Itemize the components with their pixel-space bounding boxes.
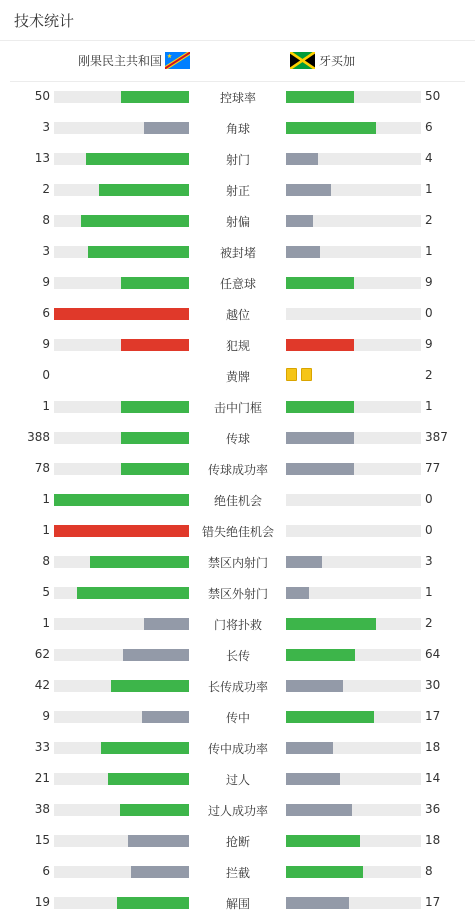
home-value: 3 (42, 244, 50, 258)
stat-row (0, 143, 475, 174)
stat-label: 过人 (225, 773, 250, 787)
away-value: 64 (425, 647, 441, 661)
home-bar-fill (86, 153, 189, 165)
away-value: 9 (425, 337, 433, 351)
away-bar-track (286, 432, 421, 444)
home-bar-track (54, 246, 189, 258)
home-bar-track (54, 835, 189, 847)
stat-label: 射正 (225, 184, 250, 198)
away-value: 1 (425, 244, 433, 258)
away-bar-track (286, 556, 421, 568)
stat-label: 传球 (225, 432, 250, 446)
stat-label: 被封堵 (219, 246, 256, 260)
home-bar-track (54, 308, 189, 320)
stat-label: 传球成功率 (207, 463, 268, 477)
home-bar-track (54, 680, 189, 692)
home-value: 8 (42, 554, 50, 568)
away-bar-track (286, 742, 421, 754)
stat-label: 过人成功率 (207, 804, 268, 818)
home-value: 38 (34, 802, 50, 816)
stat-row (0, 174, 475, 205)
home-bar-track (54, 556, 189, 568)
stat-label: 长传 (225, 649, 250, 663)
away-value: 1 (425, 399, 433, 413)
away-bar-fill (286, 401, 354, 413)
home-bar-track (54, 897, 189, 909)
home-value: 33 (34, 740, 50, 754)
away-value: 9 (425, 275, 433, 289)
home-bar-fill (99, 184, 189, 196)
away-bar-track (286, 153, 421, 165)
home-value: 0 (42, 368, 50, 382)
stat-row (0, 732, 475, 763)
home-bar-track (54, 711, 189, 723)
home-value: 6 (42, 864, 50, 878)
away-value: 4 (425, 151, 433, 165)
home-value: 78 (34, 461, 50, 475)
away-value: 2 (425, 368, 433, 382)
stat-row (0, 577, 475, 608)
stat-label: 射门 (225, 153, 250, 167)
away-value: 30 (425, 678, 441, 692)
home-bar-fill (121, 339, 189, 351)
home-value: 1 (42, 492, 50, 506)
away-value: 0 (425, 523, 433, 537)
stat-row (0, 267, 475, 298)
home-bar-track (54, 804, 189, 816)
away-bar-track (286, 525, 421, 537)
home-bar-track (54, 277, 189, 289)
home-bar-fill (144, 618, 189, 630)
home-bar-fill (111, 680, 189, 692)
home-bar-track (54, 525, 189, 537)
stat-label: 长传成功率 (207, 680, 268, 694)
stat-row (0, 391, 475, 422)
home-bar-fill (131, 866, 189, 878)
stat-row (0, 639, 475, 670)
stat-row (0, 112, 475, 143)
stat-label: 击中门框 (213, 401, 262, 415)
stat-row (0, 81, 475, 112)
away-value: 0 (425, 306, 433, 320)
away-bar-track (286, 339, 421, 351)
home-bar-fill (54, 308, 189, 320)
away-value: 6 (425, 120, 433, 134)
home-bar-fill (121, 401, 189, 413)
dr-congo-flag-icon (165, 52, 190, 69)
stat-row (0, 360, 475, 391)
stat-label: 黄牌 (225, 370, 250, 384)
away-bar-fill (286, 184, 331, 196)
stat-row (0, 515, 475, 546)
away-bar-track (286, 215, 421, 227)
home-value: 388 (27, 430, 50, 444)
away-yellow-cards (286, 368, 312, 381)
stat-row (0, 856, 475, 887)
away-value: 2 (425, 213, 433, 227)
stat-label: 控球率 (219, 91, 256, 105)
stat-label: 传中成功率 (207, 742, 268, 756)
home-team-name: 刚果民主共和国 (78, 54, 163, 68)
stat-label: 角球 (225, 122, 250, 136)
home-value: 3 (42, 120, 50, 134)
away-value: 77 (425, 461, 441, 475)
page-title: 技术统计 (14, 12, 75, 30)
away-value: 17 (425, 895, 441, 909)
home-bar-fill (144, 122, 189, 134)
stat-row (0, 546, 475, 577)
away-value: 14 (425, 771, 441, 785)
away-bar-track (286, 122, 421, 134)
home-value: 8 (42, 213, 50, 227)
away-bar-fill (286, 215, 313, 227)
stat-label: 犯规 (225, 339, 250, 353)
away-value: 3 (425, 554, 433, 568)
away-bar-track (286, 494, 421, 506)
home-value: 9 (42, 337, 50, 351)
home-bar-track (54, 494, 189, 506)
home-value: 13 (34, 151, 50, 165)
home-bar-track (54, 587, 189, 599)
away-value: 2 (425, 616, 433, 630)
home-bar-fill (88, 246, 189, 258)
away-bar-track (286, 897, 421, 909)
home-bar-fill (121, 463, 189, 475)
away-bar-fill (286, 649, 355, 661)
home-bar-track (54, 122, 189, 134)
teams-header (10, 41, 465, 82)
away-value: 18 (425, 740, 441, 754)
home-value: 2 (42, 182, 50, 196)
away-bar-fill (286, 122, 376, 134)
stat-row (0, 670, 475, 701)
stat-label: 门将扑救 (213, 618, 262, 632)
home-bar-fill (81, 215, 189, 227)
home-bar-track (54, 432, 189, 444)
home-bar-fill (142, 711, 189, 723)
home-bar-fill (121, 277, 189, 289)
home-bar-fill (121, 91, 189, 103)
home-bar-fill (120, 804, 189, 816)
home-bar-fill (121, 432, 189, 444)
home-bar-track (54, 339, 189, 351)
jamaica-flag-icon (290, 52, 315, 69)
stat-row (0, 484, 475, 515)
away-bar-track (286, 711, 421, 723)
home-bar-track (54, 773, 189, 785)
away-team (290, 52, 355, 69)
away-bar-track (286, 680, 421, 692)
away-bar-fill (286, 432, 354, 444)
stat-label: 禁区内射门 (207, 556, 268, 570)
home-value: 42 (34, 678, 50, 692)
home-bar-fill (117, 897, 189, 909)
away-bar-fill (286, 742, 333, 754)
home-value: 1 (42, 399, 50, 413)
away-value: 1 (425, 585, 433, 599)
away-bar-track (286, 277, 421, 289)
home-bar-track (54, 866, 189, 878)
home-bar-fill (54, 494, 189, 506)
away-bar-track (286, 649, 421, 661)
away-bar-track (286, 804, 421, 816)
stat-label: 绝佳机会 (213, 494, 262, 508)
home-bar-fill (108, 773, 189, 785)
stat-label: 拦截 (225, 866, 250, 880)
away-bar-fill (286, 680, 343, 692)
away-value: 1 (425, 182, 433, 196)
away-bar-track (286, 618, 421, 630)
away-bar-fill (286, 804, 352, 816)
stat-row (0, 453, 475, 484)
stat-label: 禁区外射门 (207, 587, 268, 601)
stat-row (0, 298, 475, 329)
home-value: 9 (42, 709, 50, 723)
away-bar-track (286, 184, 421, 196)
home-bar-fill (77, 587, 189, 599)
stat-row (0, 701, 475, 732)
away-team-name: 牙买加 (319, 54, 356, 68)
home-bar-track (54, 649, 189, 661)
away-bar-track (286, 401, 421, 413)
home-value: 19 (34, 895, 50, 909)
stat-row (0, 329, 475, 360)
home-bar-fill (54, 525, 189, 537)
away-bar-fill (286, 773, 340, 785)
stat-label: 传中 (225, 711, 250, 725)
away-bar-track (286, 835, 421, 847)
stat-label: 错失绝佳机会 (201, 525, 274, 539)
home-value: 62 (34, 647, 50, 661)
yellow-card-icon (286, 368, 297, 381)
away-value: 50 (425, 89, 441, 103)
home-bar-fill (128, 835, 189, 847)
away-bar-fill (286, 835, 360, 847)
stat-label: 任意球 (219, 277, 256, 291)
home-bar-track (54, 742, 189, 754)
away-bar-fill (286, 91, 354, 103)
home-value: 6 (42, 306, 50, 320)
home-bar-fill (101, 742, 189, 754)
away-bar-fill (286, 339, 354, 351)
home-bar-track (54, 153, 189, 165)
stat-row (0, 825, 475, 856)
stat-row (0, 763, 475, 794)
away-bar-track (286, 308, 421, 320)
away-value: 36 (425, 802, 441, 816)
away-bar-track (286, 91, 421, 103)
away-bar-fill (286, 246, 320, 258)
away-bar-track (286, 773, 421, 785)
home-value: 1 (42, 523, 50, 537)
away-value: 17 (425, 709, 441, 723)
home-value: 21 (34, 771, 50, 785)
header (0, 0, 475, 41)
away-bar-fill (286, 463, 354, 475)
stat-row (0, 608, 475, 639)
home-bar-fill (123, 649, 189, 661)
stat-label: 射偏 (225, 215, 250, 229)
home-bar-track (54, 401, 189, 413)
home-bar-fill (90, 556, 189, 568)
away-bar-fill (286, 618, 376, 630)
home-bar-track (54, 215, 189, 227)
away-bar-track (286, 246, 421, 258)
away-bar-track (286, 587, 421, 599)
home-value: 5 (42, 585, 50, 599)
home-bar-track (54, 184, 189, 196)
away-value: 8 (425, 864, 433, 878)
away-bar-fill (286, 277, 354, 289)
away-bar-fill (286, 866, 363, 878)
stat-label: 解围 (225, 897, 250, 911)
home-bar-track (54, 618, 189, 630)
away-bar-track (286, 463, 421, 475)
home-value: 50 (34, 89, 50, 103)
home-value: 1 (42, 616, 50, 630)
away-bar-fill (286, 153, 318, 165)
stat-row (0, 422, 475, 453)
home-bar-track (54, 463, 189, 475)
away-value: 0 (425, 492, 433, 506)
away-bar-fill (286, 897, 349, 909)
stat-row (0, 236, 475, 267)
stat-row (0, 205, 475, 236)
home-bar-track (54, 91, 189, 103)
away-bar-fill (286, 556, 322, 568)
away-bar-fill (286, 587, 309, 599)
stat-row (0, 887, 475, 918)
stat-label: 越位 (225, 308, 250, 322)
away-value: 18 (425, 833, 441, 847)
away-value: 387 (425, 430, 448, 444)
stat-row (0, 794, 475, 825)
away-bar-fill (286, 711, 374, 723)
home-value: 9 (42, 275, 50, 289)
home-value: 15 (34, 833, 50, 847)
stat-label: 抢断 (225, 835, 250, 849)
yellow-card-icon (301, 368, 312, 381)
away-bar-track (286, 866, 421, 878)
home-team (78, 52, 190, 69)
